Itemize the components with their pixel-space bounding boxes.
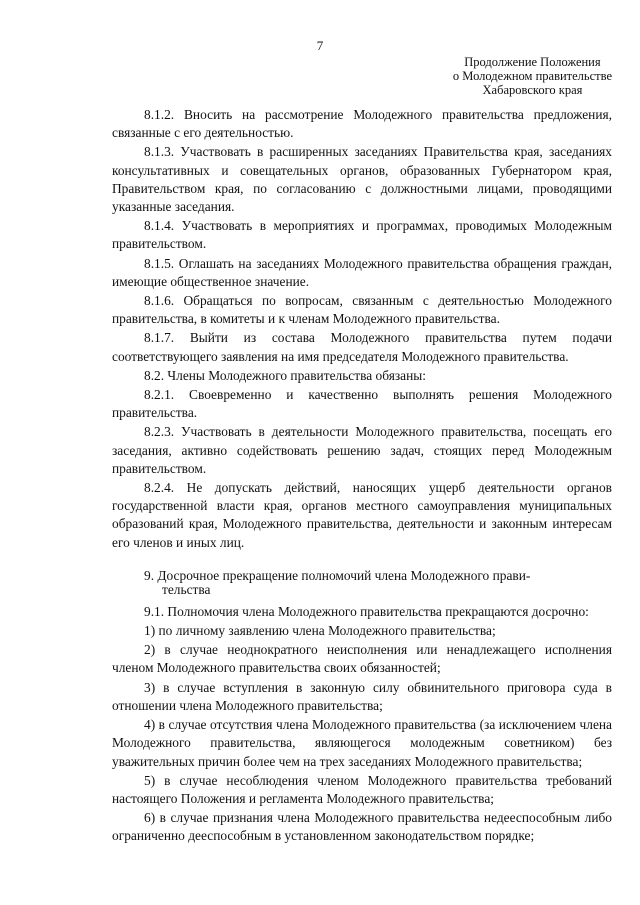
header-line-2: о Молодежном правительстве (452, 69, 612, 83)
list-item: 2) в случае неоднократного неисполнения или ненадлежащего исполнения членом Молодежного правительства своих обязанностей; (112, 642, 612, 676)
list-item: 5) в случае несоблюдения членом Молодежного правительства требований настоящего Положения и регламента Молодежного правительства; (112, 772, 612, 806)
section-heading-line-2: тельства (162, 581, 211, 597)
list-item: 6) в случае признания члена Молодежного правительства недееспособным либо ограниченно дееспособным в установленном законодательством порядке; (112, 810, 612, 844)
paragraph: 8.1.7. Выйти из состава Молодежного правительства путем подачи соответствующего заявления на имя председателя Молодежного правительства. (112, 330, 612, 364)
paragraph: 8.2.4. Не допускать действий, наносящих ущерб деятельности органов государственной власти края, органов местного самоуправления муниципальных образований края, Молодежного правительства, деятельности и законным интересам его членов и иных лиц. (112, 480, 612, 550)
header-line-1: Продолжение Положения (464, 55, 601, 69)
paragraph: 8.1.6. Обращаться по вопросам, связанным с деятельностью Молодежного правительства, в комитеты и к членам Молодежного правительства. (112, 293, 612, 327)
document-header (453, 55, 612, 97)
section-heading (112, 569, 612, 597)
paragraph: 8.2.3. Участвовать в деятельности Молодежного правительства, посещать его заседания, активно содействовать решению задач, стоящих перед Молодежным правительством. (112, 424, 612, 476)
section-heading-line-1: 9. Досрочное прекращение полномочий члена Молодежного прави- (144, 567, 531, 583)
paragraph: 8.1.3. Участвовать в расширенных заседаниях Правительства края, заседаниях консультативных и совещательных органов, образованных Губернатором края, Правительством края, по согласованию с должностными лицами, проводящими указанные заседания. (112, 144, 612, 215)
paragraph: 8.1.5. Оглашать на заседаниях Молодежного правительства обращения граждан, имеющие общественное значение. (112, 255, 612, 289)
page-number: 7 (316, 38, 324, 53)
list-item: 3) в случае вступления в законную силу обвинительного приговора суда в отношении члена Молодежного правительства; (112, 679, 612, 713)
paragraph: 8.1.2. Вносить на рассмотрение Молодежного правительства предложения, связанные с его деятельностью. (112, 107, 612, 141)
paragraph: 8.1.4. Участвовать в мероприятиях и программах, проводимых Молодежным правительством. (112, 218, 612, 252)
list-item: 4) в случае отсутствия члена Молодежного правительства (за исключением члена Молодежного правительства, являющегося молодежным советником) без уважительных причин более чем на трех заседаниях Молодежного правительства; (112, 717, 612, 769)
header-line-3: Хабаровского края (482, 83, 583, 97)
paragraph: 8.2.1. Своевременно и качественно выполнять решения Молодежного правительства. (112, 387, 612, 421)
paragraph: 9.1. Полномочия члена Молодежного правительства прекращаются досрочно: (144, 603, 589, 619)
document-body (112, 106, 612, 847)
list-item: 1) по личному заявлению члена Молодежного правительства; (144, 623, 496, 639)
paragraph: 8.2. Члены Молодежного правительства обязаны: (144, 367, 426, 383)
